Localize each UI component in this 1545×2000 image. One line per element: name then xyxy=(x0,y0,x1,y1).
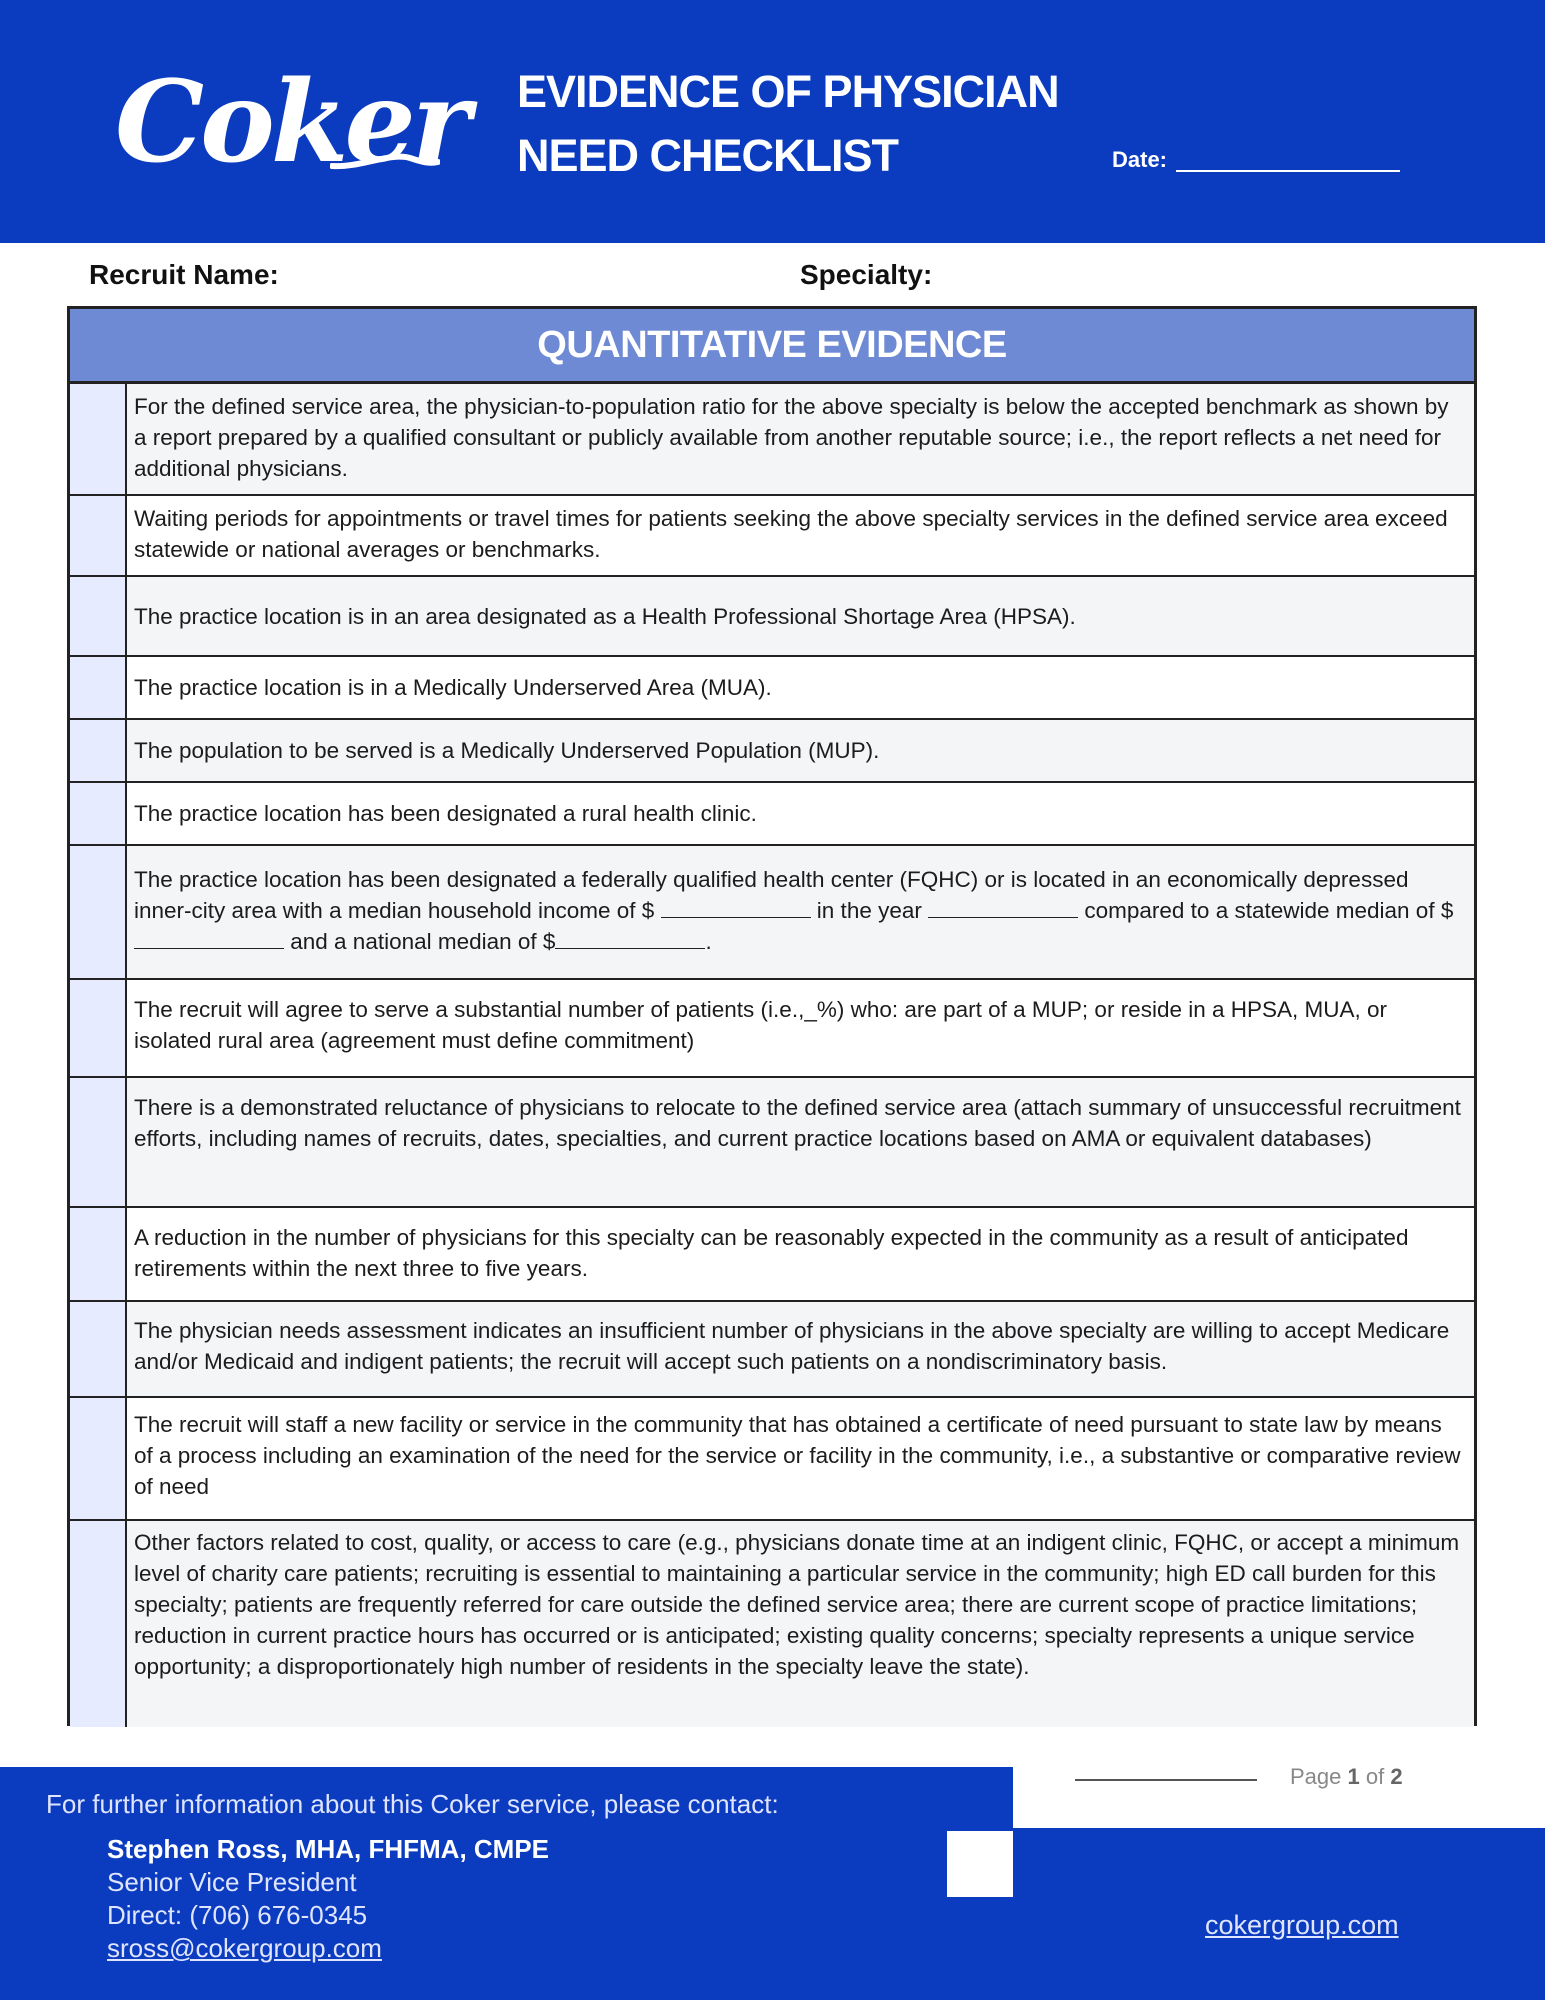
contact-role: Senior Vice President xyxy=(107,1867,357,1897)
website-link[interactable]: cokergroup.com xyxy=(1205,1910,1399,1940)
contact-email-link[interactable]: sross@cokergroup.com xyxy=(107,1933,382,1963)
checklist-row xyxy=(70,1078,1474,1208)
checklist-row xyxy=(70,657,1474,720)
header-banner xyxy=(0,0,1545,243)
checkbox[interactable] xyxy=(70,384,127,494)
checkbox[interactable] xyxy=(70,577,127,655)
checklist-row xyxy=(70,783,1474,846)
checklist-row xyxy=(70,577,1474,657)
checkbox[interactable] xyxy=(70,980,127,1076)
table-heading: QUANTITATIVE EVIDENCE xyxy=(70,309,1474,384)
checklist-row xyxy=(70,384,1474,496)
checkbox[interactable] xyxy=(70,1302,127,1396)
checklist-row xyxy=(70,1398,1474,1521)
checkbox[interactable] xyxy=(70,1078,127,1206)
row-text xyxy=(127,846,1474,978)
title-line-2: NEED CHECKLIST xyxy=(517,130,899,181)
checkbox[interactable] xyxy=(70,1521,127,1727)
checklist-row xyxy=(70,720,1474,783)
document-title xyxy=(517,60,1077,188)
checklist-row xyxy=(70,980,1474,1078)
contact-phone: Direct: (706) 676-0345 xyxy=(107,1900,368,1930)
row-text: The practice location is in an area designated as a Health Professional Shortage Area (HPSA). xyxy=(127,577,1474,655)
row-text: A reduction in the number of physicians for this specialty can be reasonably expected in the community as a result of anticipated retirements within the next three to five years. xyxy=(134,1225,1409,1281)
row-text: The practice location has been designated a rural health clinic. xyxy=(134,801,757,826)
row-text: The recruit will staff a new facility or service in the community that has obtained a certificate of need pursuant to state law by means of a process including an examination of the need for the service or facility in the community, i.e., a substantive or comparative review of need xyxy=(134,1412,1461,1499)
row-text-part: and a national median of $ xyxy=(284,929,556,954)
row-text: For the defined service area, the physician-to-population ratio for the above specialty is below the accepted benchmark as shown by a report prepared by a qualified consultant or publicly available from another reputable source; i.e., the report reflects a net need for additional physicians. xyxy=(127,384,1474,494)
specialty-label: Specialty: xyxy=(800,259,933,290)
quantitative-evidence-table xyxy=(67,306,1477,1726)
recruit-name-label: Recruit Name: xyxy=(89,259,279,290)
year-blank[interactable] xyxy=(928,899,1078,918)
household-income-blank[interactable] xyxy=(661,899,811,918)
row-text-part: compared to a statewide median of $ xyxy=(1078,898,1454,923)
checkbox[interactable] xyxy=(70,846,127,978)
date-field xyxy=(1112,144,1402,176)
checkbox[interactable] xyxy=(70,1398,127,1519)
row-text: Other factors related to cost, quality, or access to care (e.g., physicians donate time at an indigent clinic, FQHC, or accept a minimum level of charity care patients; recruiting is essential to maintaining a particular service in the community; high ED call burden for this specialty; patients are frequently referred for care outside the defined service area; there are current scope of practice limitations; reduction in current practice hours has occurred or is anticipated; existing quality concerns; specialty represents a unique service opportunity; a disproportionately high number of residents in the specialty leave the state). xyxy=(127,1521,1474,1727)
row-text-part: in the year xyxy=(810,898,929,923)
page-of: of xyxy=(1359,1764,1391,1789)
footer-square-decoration xyxy=(947,1831,1013,1897)
page-prefix: Page xyxy=(1290,1764,1348,1789)
date-input-line[interactable] xyxy=(1176,170,1400,172)
checklist-row xyxy=(70,496,1474,577)
statewide-median-blank[interactable] xyxy=(134,930,284,949)
checklist-row xyxy=(70,1208,1474,1302)
contact-block xyxy=(107,1833,549,1965)
page-total: 2 xyxy=(1390,1764,1403,1789)
page-divider-line xyxy=(1075,1779,1257,1781)
coker-logo xyxy=(115,48,467,198)
page-current: 1 xyxy=(1347,1764,1360,1789)
row-text-part: . xyxy=(705,929,712,954)
contact-name: Stephen Ross, MHA, FHFMA, CMPE xyxy=(107,1834,550,1864)
checklist-row xyxy=(70,1521,1474,1727)
checkbox[interactable] xyxy=(70,720,127,781)
title-line-1: EVIDENCE OF PHYSICIAN xyxy=(517,66,1059,117)
page-number xyxy=(1290,1762,1403,1792)
checkbox[interactable] xyxy=(70,1208,127,1300)
date-label: Date: xyxy=(1112,147,1168,172)
national-median-blank[interactable] xyxy=(555,930,705,949)
row-text-part: The practice location has been designated a federally qualified health center (FQHC) or is located in an economically depressed inner-city area with a median household income of $ xyxy=(134,867,1409,923)
row-text: The practice location is in a Medically Underserved Area (MUA). xyxy=(134,675,772,700)
checkbox[interactable] xyxy=(70,783,127,844)
checkbox[interactable] xyxy=(70,657,127,718)
row-text: Waiting periods for appointments or travel times for patients seeking the above specialty services in the defined service area exceed statewide or national averages or benchmarks. xyxy=(134,506,1448,562)
checkbox[interactable] xyxy=(70,496,127,575)
row-text: The recruit will agree to serve a substantial number of patients (i.e.,_%) who: are part of a MUP; or reside in a HPSA, MUA, or isolated rural area (agreement must define commitment) xyxy=(134,997,1388,1053)
row-text: The physician needs assessment indicates an insufficient number of physicians in the above specialty are willing to accept Medicare and/or Medicaid and indigent patients; the recruit will accept such patients on a nondiscriminatory basis. xyxy=(127,1302,1474,1396)
contact-lead-text: For further information about this Coker service, please contact: xyxy=(46,1789,779,1819)
logo-text: Coker xyxy=(115,57,467,188)
row-text: There is a demonstrated reluctance of physicians to relocate to the defined service area (attach summary of unsuccessful recruitment efforts, including names of recruits, dates, specialties, and current practice locations based on AMA or equivalent databases) xyxy=(127,1078,1474,1206)
checklist-row xyxy=(70,846,1474,980)
row-text: The population to be served is a Medically Underserved Population (MUP). xyxy=(127,720,1474,781)
logo-swash-icon xyxy=(330,148,440,172)
checklist-row xyxy=(70,1302,1474,1398)
